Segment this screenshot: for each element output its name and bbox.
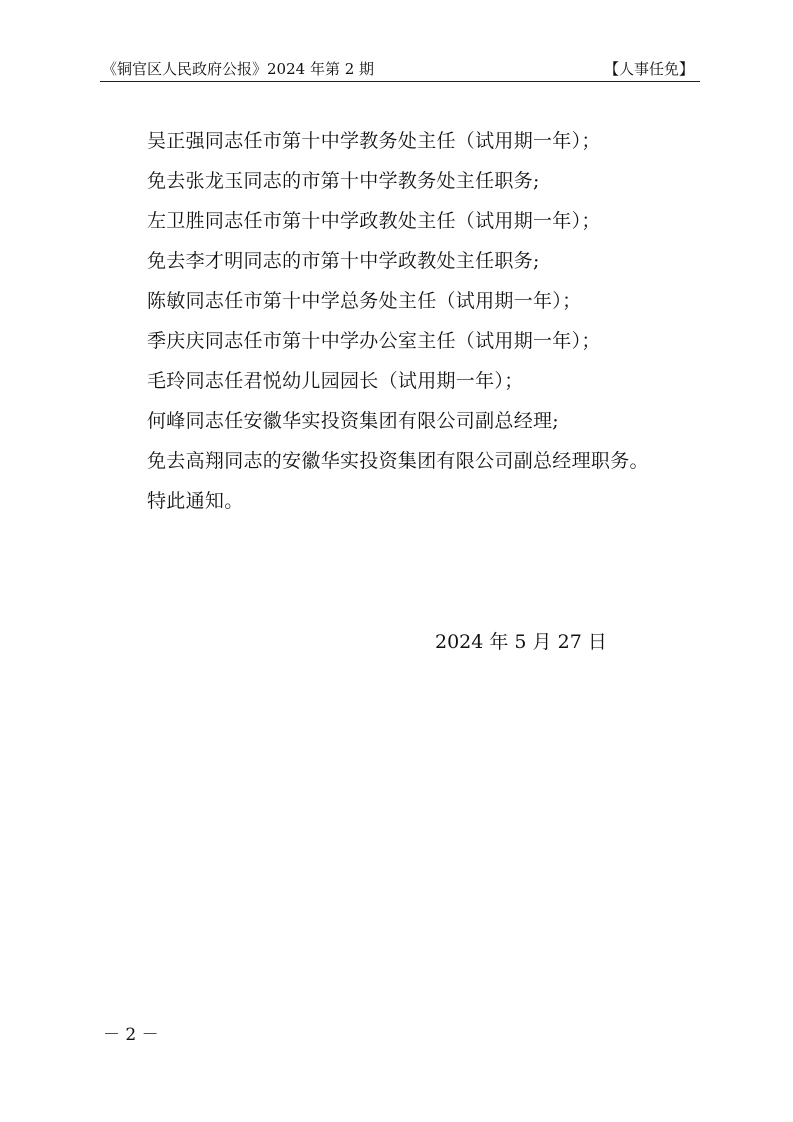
document-date: 2024 年 5 月 27 日 xyxy=(435,631,607,653)
appointment-line: 免去张龙玉同志的市第十中学教务处主任职务; xyxy=(147,170,540,192)
appointment-line: 免去李才明同志的市第十中学政教处主任职务; xyxy=(147,250,540,272)
appointment-line: 何峰同志任安徽华实投资集团有限公司副总经理; xyxy=(147,410,560,432)
appointment-line: 毛玲同志任君悦幼儿园园长（试用期一年）； xyxy=(147,370,524,392)
publication-title: 《铜官区人民政府公报》2024 年第 2 期 xyxy=(102,60,375,78)
appointment-line: 吴正强同志任市第十中学教务处主任（试用期一年）； xyxy=(147,130,601,152)
appointment-line: 免去高翔同志的安徽华实投资集团有限公司副总经理职务。 xyxy=(147,450,649,472)
page-number: － 2 － xyxy=(103,1025,159,1045)
section-label: 【人事任免】 xyxy=(603,60,694,78)
appointment-line: 陈敏同志任市第十中学总务处主任（试用期一年）； xyxy=(147,290,582,312)
appointment-line: 左卫胜同志任市第十中学政教处主任（试用期一年）； xyxy=(147,210,601,232)
header-divider xyxy=(100,81,700,82)
closing-line: 特此通知。 xyxy=(147,490,244,512)
appointment-line: 季庆庆同志任市第十中学办公室主任（试用期一年）； xyxy=(147,330,601,352)
page-header xyxy=(100,50,700,80)
appointment-list xyxy=(147,121,707,521)
